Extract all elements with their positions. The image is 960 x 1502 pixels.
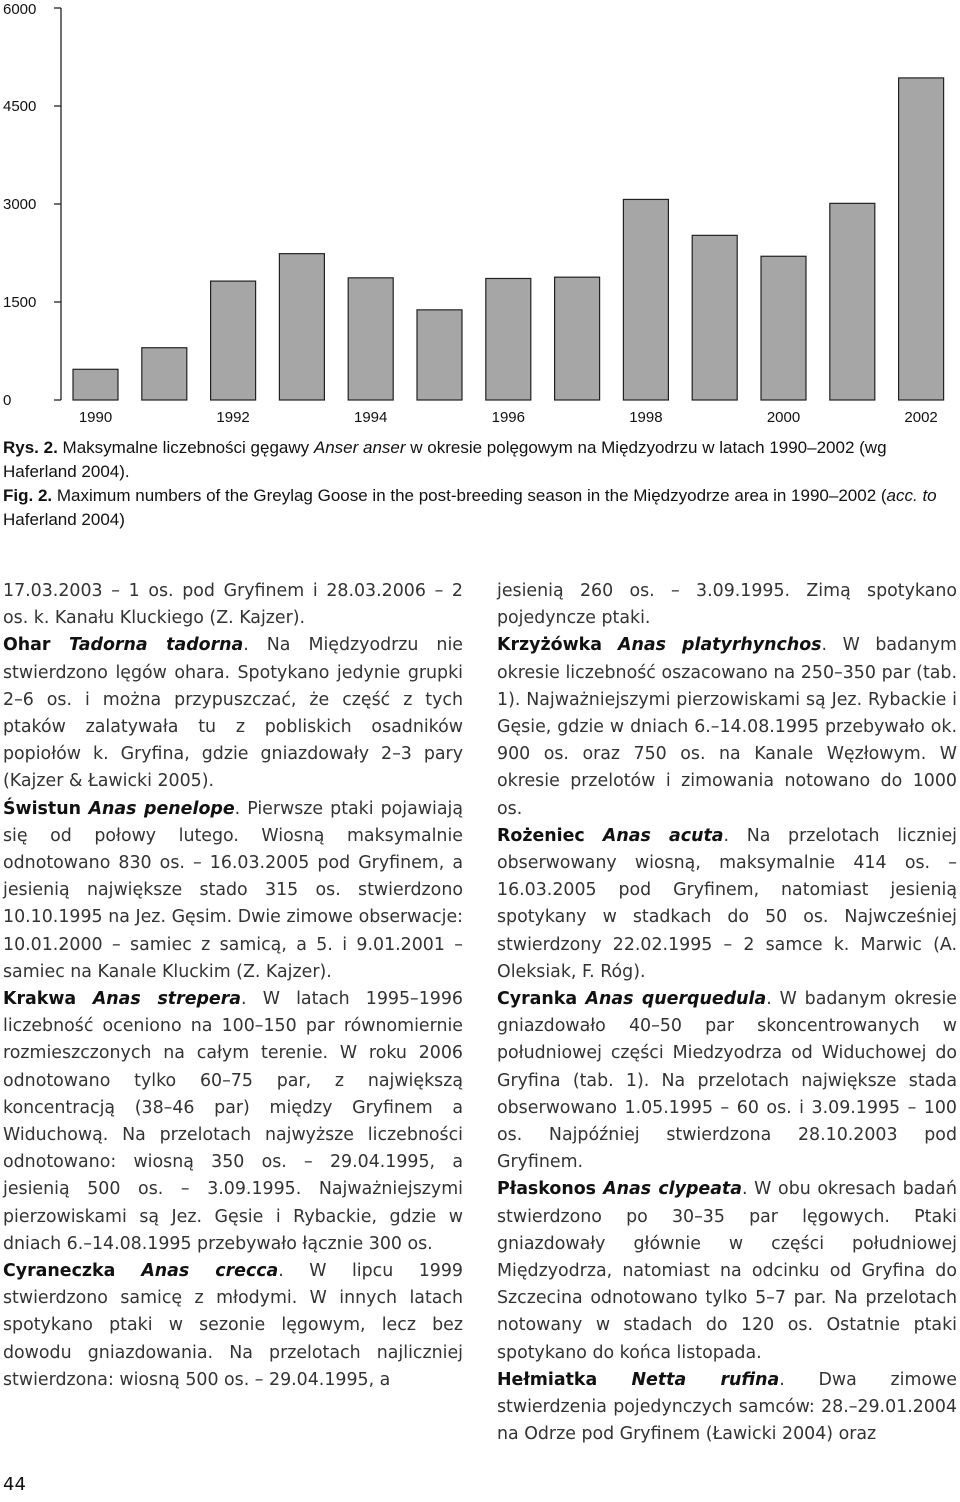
y-tick-label: 6000 bbox=[3, 1, 37, 18]
species-latin: Anas strepera bbox=[92, 989, 242, 1010]
left-text-column bbox=[3, 578, 463, 1394]
caption-acc-to: acc. to bbox=[886, 486, 937, 505]
species-name: Krzyżówka bbox=[497, 635, 619, 656]
species-latin: Anas clypeata bbox=[603, 1179, 742, 1200]
x-tick-label: 1994 bbox=[354, 409, 388, 425]
species-name: Rożeniec bbox=[497, 825, 603, 846]
species-name: Hełmiatka bbox=[497, 1369, 632, 1390]
bar-1991 bbox=[142, 348, 187, 400]
species-name: Płaskonos bbox=[497, 1179, 604, 1200]
species-name: Cyraneczka bbox=[3, 1261, 142, 1282]
paragraph: 17.03.2003 – 1 os. pod Gryfinem i 28.03.2006 – 2 os. k. Kanału Kluckiego (Z. Kajzer). bbox=[3, 581, 463, 629]
y-tick-label: 3000 bbox=[3, 196, 37, 213]
bar-1995 bbox=[417, 310, 462, 400]
bars bbox=[73, 78, 944, 400]
caption-label: Fig. 2. bbox=[3, 486, 53, 505]
paragraph: jesienią 260 os. – 3.09.1995. Zimą spotykano pojedyncze ptaki. bbox=[497, 581, 957, 629]
species-entry-rozeniec bbox=[497, 823, 957, 986]
bar-1999 bbox=[692, 235, 737, 400]
x-tick-label: 1992 bbox=[216, 409, 250, 425]
bar-1997 bbox=[555, 277, 600, 400]
species-text: . W latach 1995–1996 liczebność oceniono na 100–150 par równomiernie rozmieszczonych na całym terenie. W roku 2006 odnotowano tylko 60–75 par, z największą koncentracją (38–46 par) między Gryfinem a Widuchową. Na przelotach najwyższe liczebności odnotowano: wiosną 350 os. – 29.04.1995, a jesienią 500 os. – 3.09.1995. Najważniejszymi pierzowiskami są Jez. Gęsie i Rybackie, gdzie w dniach 6.–14.08.1995 przebywało łącznie 300 os. bbox=[3, 989, 463, 1254]
bar-1998 bbox=[623, 199, 668, 400]
species-text: . W badanym okresie gniazdowało 40–50 par skoncentrowanych w południowej części Miedzyodrza od Widuchowej do Gryfina (tab. 1). Na przelotach największe stada obserwowano 1.05.1995 – 60 os. i 3.09.1995 – 100 os. Najpóźniej stwierdzona 28.10.2003 pod Gryfinem. bbox=[497, 989, 957, 1173]
species-latin: Tadorna tadorna bbox=[69, 635, 244, 656]
caption-label: Rys. 2. bbox=[3, 438, 58, 457]
page-number: 44 bbox=[3, 1474, 26, 1495]
caption-text: Maximum numbers of the Greylag Goose in the post-breeding season in the Międzyodrze area in 1990–2002 ( bbox=[52, 486, 887, 505]
species-entry-krzyzowka bbox=[497, 632, 957, 822]
y-tick-label: 4500 bbox=[3, 98, 37, 115]
species-entry-cyranka bbox=[497, 986, 957, 1176]
y-tick-label: 1500 bbox=[3, 294, 37, 311]
species-text: . W obu okresach badań stwierdzono po 30–35 par lęgowych. Ptaki gniazdowały głównie w części południowej Międzyodrza, natomiast na odcinku od Gryfina do Szczecina odnotowano tylko 5–7 par. Na przelotach notowany w stadach do 120 os. Ostatnie ptaki spotykano do końca listopada. bbox=[497, 1179, 957, 1363]
figure-caption-english bbox=[3, 484, 955, 532]
caption-text: Maksymalne liczebności gęgawy bbox=[57, 438, 314, 457]
species-name: Ohar bbox=[3, 635, 69, 656]
x-tick-label: 2002 bbox=[904, 409, 938, 425]
bar-2000 bbox=[761, 256, 806, 400]
species-entry-krakwa bbox=[3, 986, 463, 1258]
species-entry-plaskonos bbox=[497, 1176, 957, 1366]
bar-chart bbox=[0, 0, 960, 425]
species-latin: Anas platyrhynchos bbox=[618, 635, 822, 656]
species-entry-swistun bbox=[3, 796, 463, 986]
species-text: . Dwa zimowe stwierdzenia pojedynczych samców: 28.–29.01.2004 na Odrze pod Gryfinem (Ławicki 2004) oraz bbox=[497, 1369, 957, 1445]
species-entry-cyraneczka bbox=[3, 1258, 463, 1394]
species-latin: Anas penelope bbox=[88, 798, 235, 819]
species-name: Cyranka bbox=[497, 989, 586, 1010]
species-text: . Na Międzyodrzu nie stwierdzono lęgów ohara. Spotykano jedynie grupki 2–6 os. i można przypuszczać, że część z tych ptaków zalatywała tu z pobliskich osadników popiołów k. Gryfina, gdzie gniazdowały 2–3 pary (Kajzer & Ławicki 2005). bbox=[3, 635, 463, 792]
right-text-column bbox=[497, 578, 957, 1449]
species-text: . W lipcu 1999 stwierdzono samicę z młodymi. W innych latach spotykano ptaki w sezonie lęgowym, lecz bez dowodu gniazdowania. Na przelotach najliczniej stwierdzona: wiosną 500 os. – 29.04.1995, a bbox=[3, 1261, 463, 1390]
caption-text: Haferland 2004) bbox=[3, 510, 125, 529]
caption-species-latin: Anser anser bbox=[313, 438, 406, 457]
species-entry-helmiatka bbox=[497, 1367, 957, 1449]
bar-1994 bbox=[348, 278, 393, 400]
bar-1993 bbox=[279, 254, 324, 400]
bar-1996 bbox=[486, 278, 531, 400]
bar-1990 bbox=[73, 369, 118, 400]
bar-2001 bbox=[830, 203, 875, 400]
x-tick-label: 1996 bbox=[491, 409, 525, 425]
species-text: . Pierwsze ptaki pojawiają się od połowy lutego. Wiosną maksymalnie odnotowano 830 os. – 16.03.2005 pod Gryfinem, a jesienią największe stado 315 os. stwierdzono 10.10.1995 na Jez. Gęsim. Dwie zimowe obserwacje: 10.01.2000 – samiec z samicą, a 5. i 9.01.2001 – samiec na Kanale Kluckim (Z. Kajzer). bbox=[3, 798, 463, 982]
bar-2002 bbox=[899, 78, 944, 400]
x-tick-label: 1990 bbox=[78, 409, 113, 425]
caption-text: w okresie polęgowym na Międzyodrzu w latach 1990–2002 (wg Haferland 2004). bbox=[3, 438, 887, 481]
species-latin: Anas acuta bbox=[602, 825, 724, 846]
x-axis-labels bbox=[79, 409, 938, 425]
x-tick-label: 1998 bbox=[629, 409, 663, 425]
species-latin: Anas crecca bbox=[141, 1261, 279, 1282]
y-axis bbox=[3, 1, 61, 409]
figure-caption-polish bbox=[3, 436, 955, 484]
bar-1992 bbox=[211, 281, 256, 400]
species-text: . Na przelotach liczniej obserwowany wiosną, maksymalnie 414 os. – 16.03.2005 pod Gryfinem, natomiast jesienią spotykany w stadkach do 50 os. Najwcześniej stwierdzony 22.02.1995 – 2 samce k. Marwic (A. Oleksiak, F. Róg). bbox=[497, 825, 957, 982]
species-latin: Anas querquedula bbox=[585, 989, 767, 1010]
species-name: Świstun bbox=[3, 798, 89, 819]
species-entry-ohar bbox=[3, 632, 463, 795]
x-tick-label: 2000 bbox=[766, 409, 801, 425]
y-tick-label: 0 bbox=[3, 392, 12, 409]
species-latin: Netta rufina bbox=[631, 1369, 780, 1390]
species-text: . W badanym okresie liczebność oszacowano na 250–350 par (tab. 1). Najważniejszymi pierzowiskami są Jez. Rybackie i Gęsie, gdzie w dniach 6.–14.08.1995 przebywało ok. 900 os. oraz 750 os. na Kanale Węzłowym. W okresie przelotów i zimowania notowano do 1000 os. bbox=[497, 635, 957, 819]
species-name: Krakwa bbox=[3, 989, 93, 1010]
